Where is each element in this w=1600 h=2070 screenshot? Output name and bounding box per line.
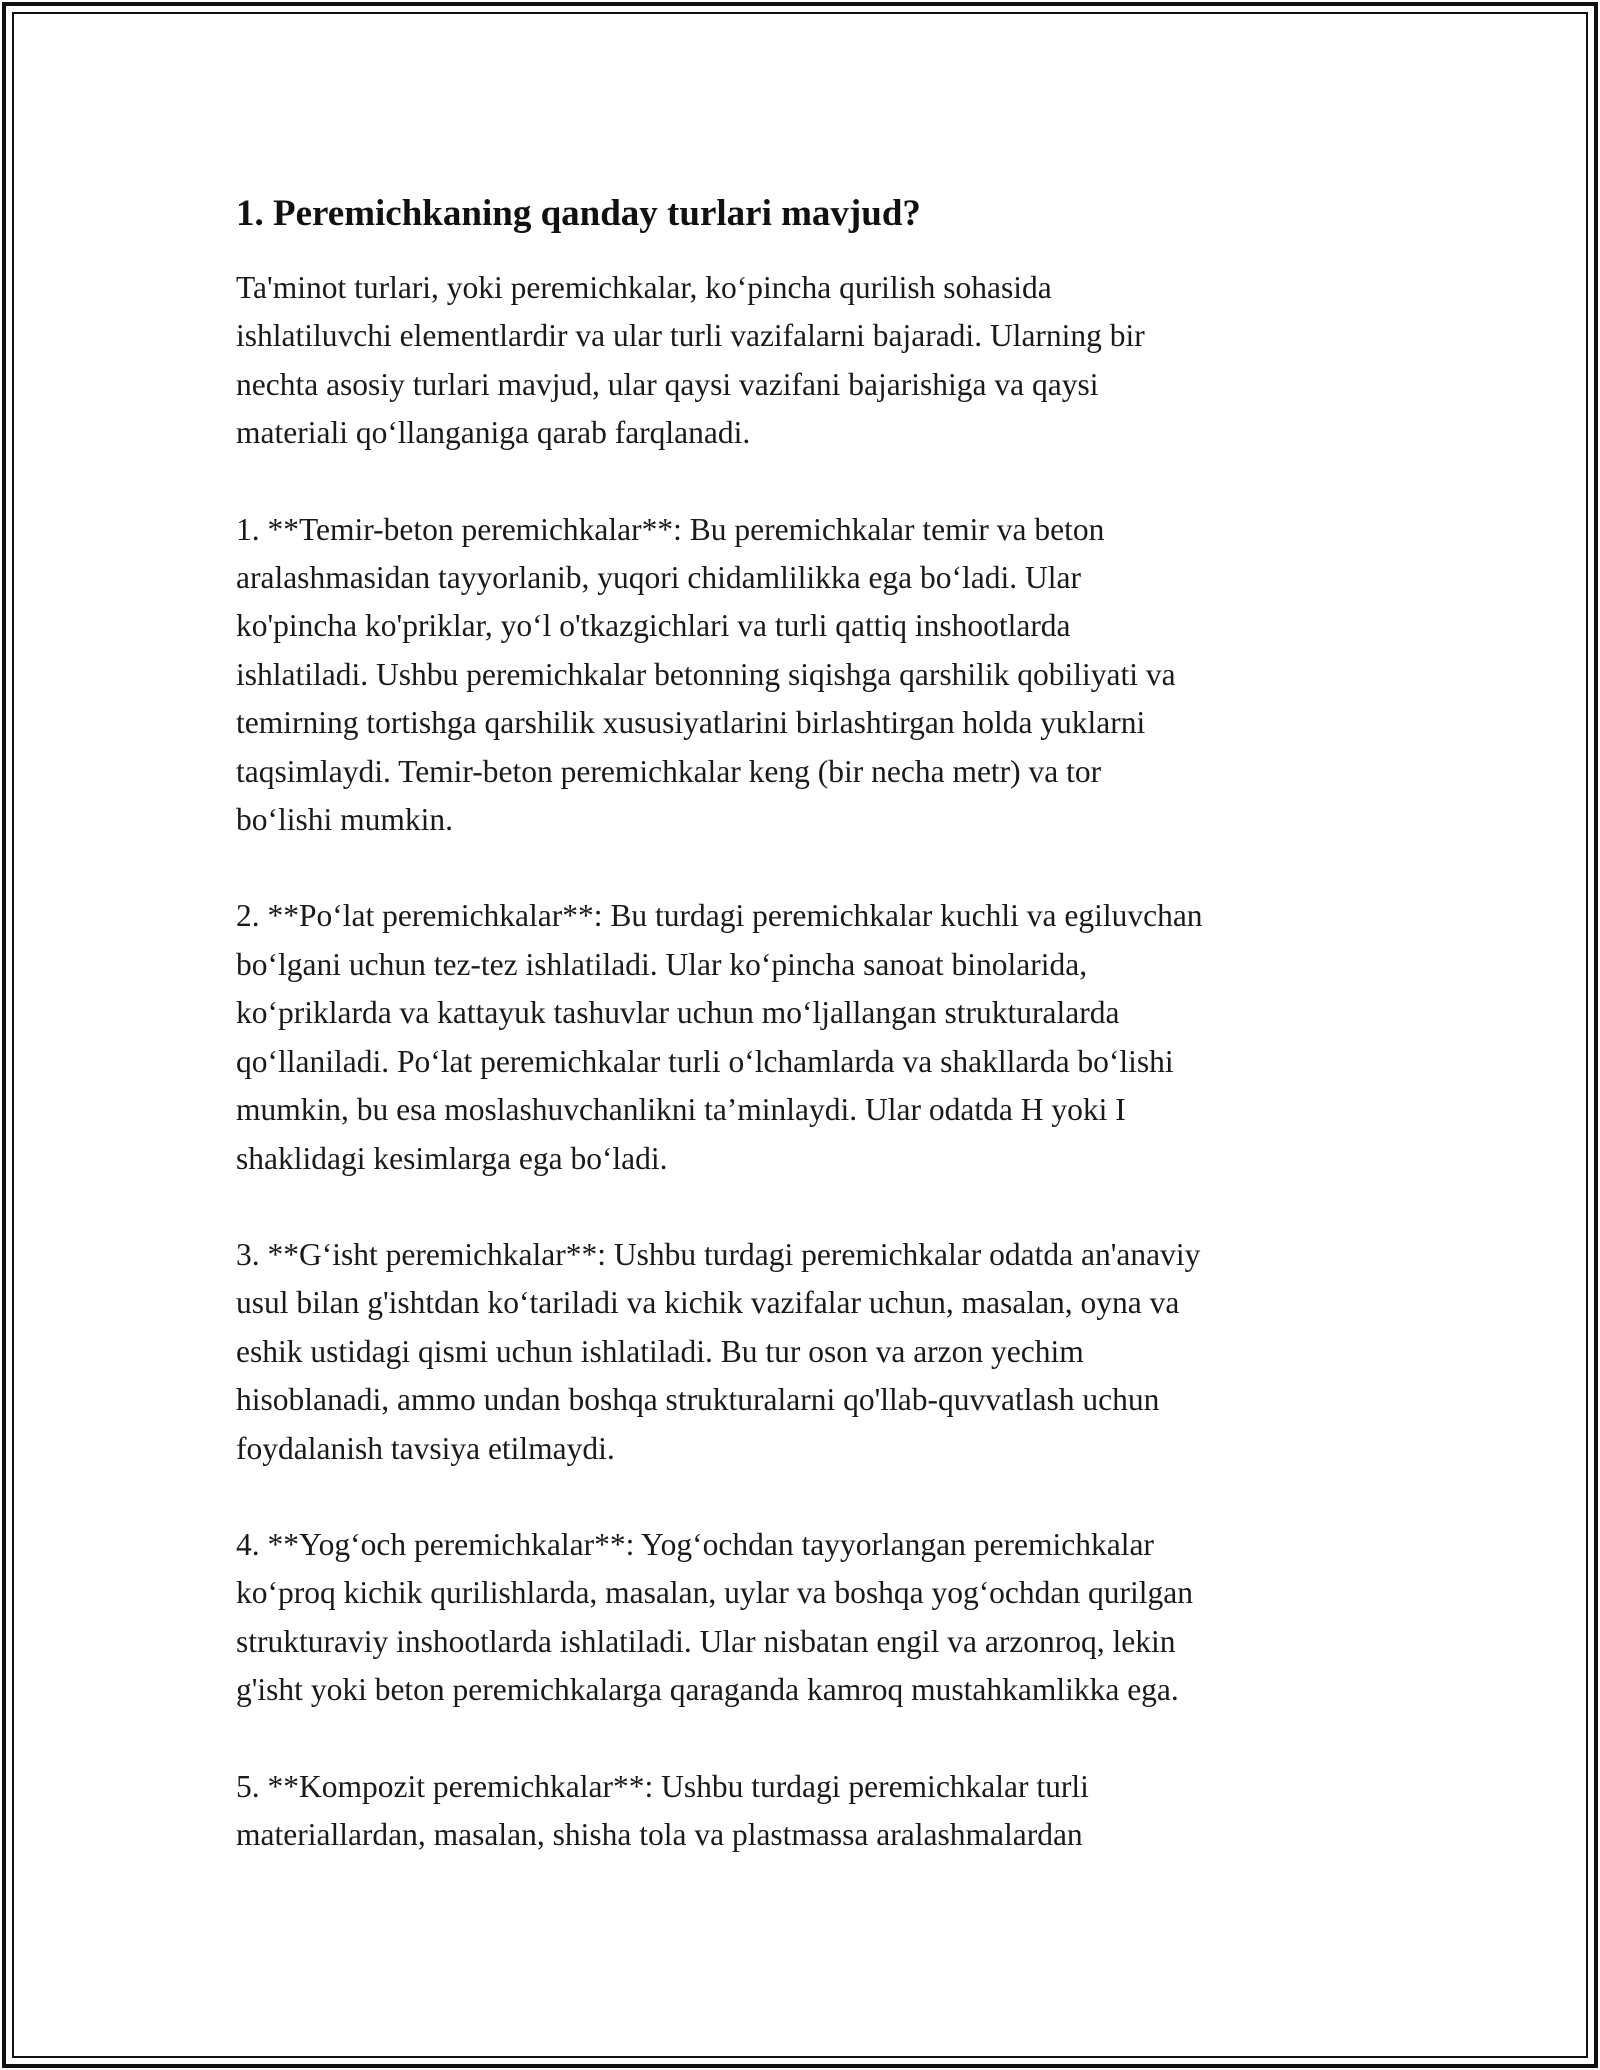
document-body (236, 186, 1376, 1907)
text-line: nechta asosiy turlari mavjud, ular qaysi vazifani bajarishiga va qaysi (236, 366, 1099, 402)
text-line: eshik ustidagi qismi uchun ishlatiladi. Bu tur oson va arzon yechim (236, 1333, 1084, 1369)
paragraph-item-5 (236, 1763, 1376, 1860)
text-line: Ta'minot turlari, yoki peremichkalar, ko‘pincha qurilish sohasida (236, 270, 1052, 305)
text-line: 3. **G‘isht peremichkalar**: Ushbu turdagi peremichkalar odatda an'anaviy (236, 1236, 1201, 1272)
text-line: ishlatiladi. Ushbu peremichkalar betonning siqishga qarshilik qobiliyati va (236, 656, 1176, 692)
text-line: materiallardan, masalan, shisha tola va plastmassa aralashmalardan (236, 1816, 1083, 1852)
text-line: mumkin, bu esa moslashuvchanlikni ta’minlaydi. Ular odatda H yoki I (236, 1092, 1126, 1128)
text-line: ko'pincha ko'priklar, yo‘l o'tkazgichlari va turli qattiq inshootlarda (236, 608, 1071, 644)
text-line: strukturaviy inshootlarda ishlatiladi. Ular nisbatan engil va arzonroq, lekin (236, 1623, 1176, 1659)
text-line: 4. **Yog‘och peremichkalar**: Yog‘ochdan tayyorlangan peremichkalar (236, 1526, 1154, 1562)
text-line: usul bilan g'ishtdan ko‘tariladi va kichik vazifalar uchun, masalan, oyna va (236, 1285, 1180, 1321)
text-line: qo‘llaniladi. Po‘lat peremichkalar turli o‘lchamlarda va shakllarda bo‘lishi (236, 1043, 1174, 1079)
text-line: bo‘lishi mumkin. (236, 802, 454, 838)
paragraph-item-1 (236, 506, 1376, 845)
paragraph-item-4 (236, 1521, 1376, 1715)
text-line: 1. **Temir-beton peremichkalar**: Bu peremichkalar temir va beton (236, 511, 1105, 547)
text-line: hisoblanadi, ammo undan boshqa strukturalarni qo'llab-quvvatlash uchun (236, 1382, 1160, 1418)
text-line: materiali qo‘llanganiga qarab farqlanadi. (236, 415, 751, 451)
text-line: ko‘proq kichik qurilishlarda, masalan, uylar va boshqa yog‘ochdan qurilgan (236, 1575, 1193, 1611)
text-line: temirning tortishga qarshilik xususiyatlarini birlashtirgan holda yuklarni (236, 705, 1146, 741)
paragraph-item-2 (236, 892, 1376, 1182)
text-line: aralashmasidan tayyorlanib, yuqori chidamlilikka ega bo‘ladi. Ular (236, 560, 1081, 596)
paragraph-intro (236, 264, 1376, 458)
text-line: shaklidagi kesimlarga ega bo‘ladi. (236, 1140, 668, 1176)
text-line: ishlatiluvchi elementlardir va ular turli vazifalarni bajaradi. Ularning bir (236, 318, 1145, 354)
text-line: 5. **Kompozit peremichkalar**: Ushbu turdagi peremichkalar turli (236, 1768, 1089, 1804)
text-line: foydalanish tavsiya etilmaydi. (236, 1430, 615, 1466)
paragraph-item-3 (236, 1231, 1376, 1473)
text-line: taqsimlaydi. Temir-beton peremichkalar keng (bir necha metr) va tor (236, 753, 1102, 789)
text-line: g'isht yoki beton peremichkalarga qaraganda kamroq mustahkamlikka ega. (236, 1672, 1179, 1708)
text-line: bo‘lgani uchun tez-tez ishlatiladi. Ular ko‘pincha sanoat binolarida, (236, 946, 1088, 982)
text-line: ko‘priklarda va kattayuk tashuvlar uchun mo‘ljallangan strukturalarda (236, 995, 1120, 1031)
document-heading: 1. Peremichkaning qanday turlari mavjud? (236, 193, 921, 234)
text-line: 2. **Po‘lat peremichkalar**: Bu turdagi peremichkalar kuchli va egiluvchan (236, 898, 1203, 934)
